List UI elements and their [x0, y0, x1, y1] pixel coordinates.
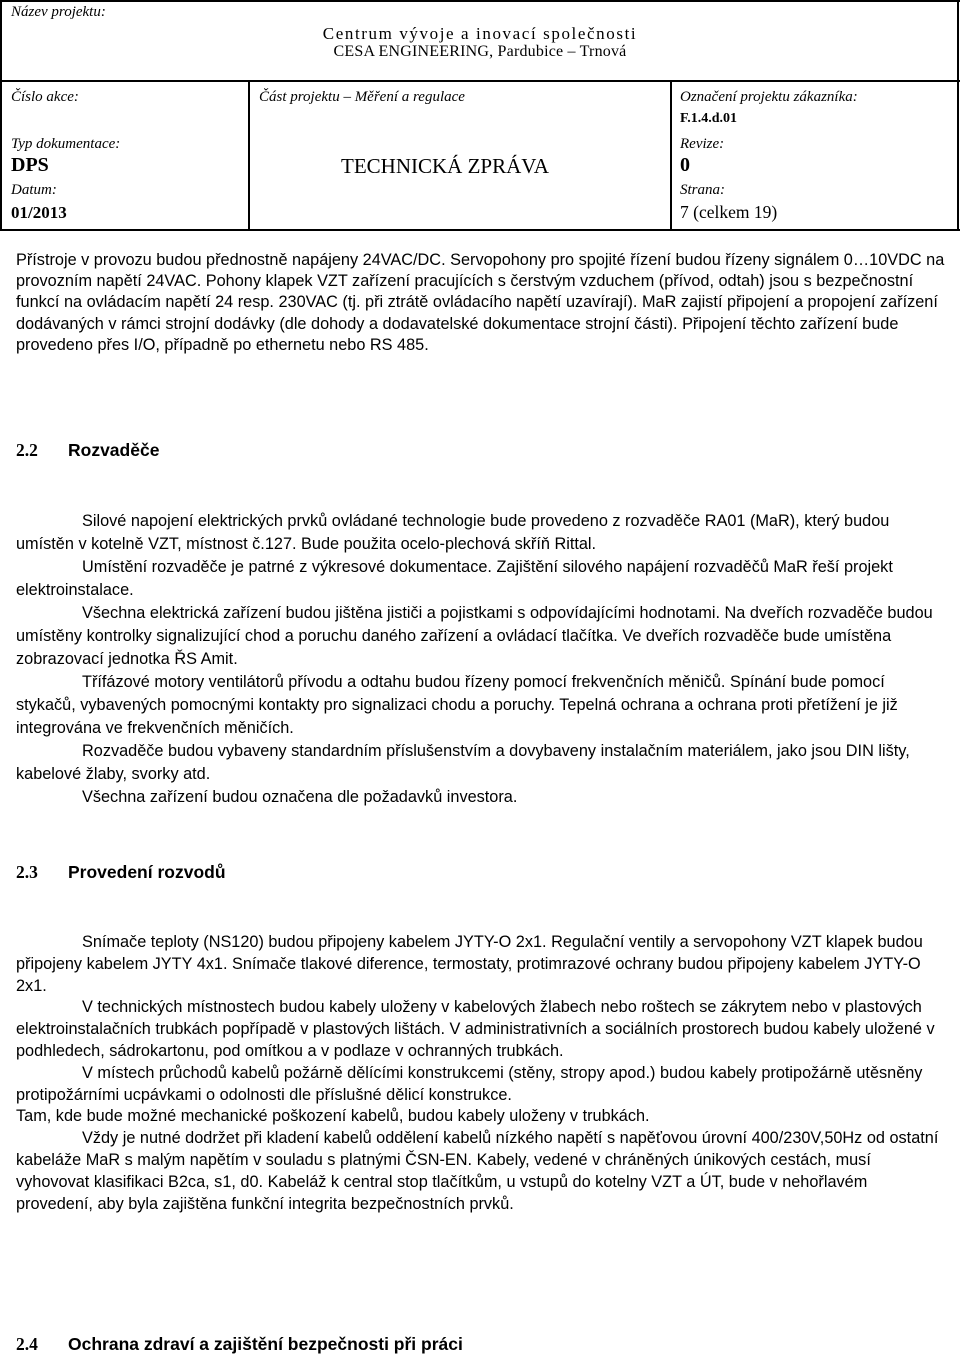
page-label: Strana: [680, 182, 725, 198]
client-project-id-label: Označení projektu zákazníka: [680, 89, 858, 105]
project-part-label: Část projektu – Měření a regulace [259, 89, 465, 105]
paragraph: V místech průchodů kabelů požárně dělícími konstrukcemi (stěny, stropy apod.) budou kabely protipožárně utěsněny protipožárními ucpávkami o odolnosti dle příslušné dělicí konstrukce. [16, 1063, 923, 1104]
document-date: 01/2013 [11, 203, 67, 222]
title-block [0, 0, 960, 232]
section-number: 2.3 [16, 862, 38, 882]
title-block-top-border [0, 0, 960, 2]
section-heading-2-2 [16, 440, 159, 461]
title-block-bottom-border [0, 229, 960, 231]
paragraph: Rozvaděče budou vybaveny standardním příslušenstvím a dovybaveny instalačním materiálem, jako jsou DIN lišty, kabelové žlaby, svorky atd. [16, 742, 910, 783]
section-title: Rozvaděče [68, 440, 160, 460]
section-2-2-body [16, 510, 946, 809]
company-location: CESA ENGINEERING, Pardubice – Trnová [333, 43, 627, 60]
paragraph: Třífázové motory ventilátorů přívodu a odtahu budou řízeny pomocí frekvenčních měničů. Spínání bude pomocí stykačů, vybavených pomocnými kontakty pro signalizaci chodu a poruchy. Tepelná ochrana a ochrana proti přetížení je již integrována ve frekvenčních měničích. [16, 673, 898, 737]
client-project-id: F.1.4.d.01 [680, 111, 738, 126]
revision-label: Revize: [680, 136, 725, 152]
section-number: 2.2 [16, 440, 38, 460]
paragraph: Tam, kde bude možné mechanické poškození kabelů, budou kabely uloženy v trubkách. [16, 1107, 650, 1126]
intro-paragraph: Přístroje v provozu budou přednostně napájeny 24VAC/DC. Servopohony pro spojité řízení budou řízeny signálem 0…10VDC na provozním napětí 24VAC. Pohony klapek VZT zařízení pracujících s čerstvým vzduchem (přívod, odtah) jsou s bezpečnostní funkcí na ovládacím napětí 24 resp. 230VAC (tj. při ztrátě ovládacího napětí uzavírají). MaR zajistí připojení a propojení zařízení dodávaných v rámci strojní dodávky (dle dohody a dodavatelské dokumentace strojní části). Připojení těchto zařízení bude provedeno přes I/O, případně po ethernetu nebo RS 485. [16, 251, 945, 354]
title-block-col-divider-2 [670, 80, 672, 231]
section-number: 2.4 [16, 1334, 38, 1354]
section-2-3-body [16, 932, 946, 1215]
section-title: Ochrana zdraví a zajištění bezpečnosti při práci [68, 1334, 463, 1354]
paragraph: Umístění rozvaděče je patrné z výkresové dokumentace. Zajištění silového napájení rozvaděčů MaR řeší projekt elektroinstalace. [16, 558, 893, 599]
paragraph: Snímače teploty (NS120) budou připojeny kabelem JYTY-O 2x1. Regulační ventily a servopohony VZT klapek budou připojeny kabelem JYTY 4x1. Snímače tlakové diference, termostaty, protimrazové ochrany budou připojeny kabelem JYTY-O 2x1. [16, 933, 923, 995]
section-heading-2-3 [16, 862, 226, 883]
paragraph: V technických místnostech budou kabely uloženy v kabelových žlabech nebo roštech se zákrytem nebo v plastových elektroinstalačních trubkách popřípadě v plastových lištách. V administrativních a sociálních prostorech budou kabely uložené v podhledech, sádrokartonu, pod omítkou a v podlaze v ochranných trubkách. [16, 998, 935, 1060]
page-number: 7 (celkem 19) [680, 202, 778, 222]
paragraph: Všechna elektrická zařízení budou jištěna jističi a pojistkami s odpovídajícími hodnotami. Na dveřích rozvaděče budou umístěny kontrolky signalizující chod a poruchu daného zařízení a ovládací tlačítka. Ve dveřích rozvaděče bude umístěna zobrazovací jednotka ŘS Amit. [16, 604, 933, 668]
action-number-label: Číslo akce: [11, 89, 79, 105]
section-title: Provedení rozvodů [68, 862, 226, 882]
title-block-col-divider-1 [248, 80, 250, 231]
paragraph: Vždy je nutné dodržet při kladení kabelů oddělení kabelů nízkého napětí s napěťovou úrovní 400/230V,50Hz od ostatní kabeláže MaR s malým napětím v souladu s platnými ČSN-EN. Kabely, vedené v chráněných únikových cestách, musí vyhovovat klasifikaci B2ca, s1, d0. Kabeláž k central stop tlačítkům, u vstupů do kotelny VZT a ÚT, bude v nehořlavém provedení, aby byla zajištěna funkční integrita bezpečnostních prvků. [16, 1129, 939, 1213]
document-type-label: Typ dokumentace: [11, 136, 121, 152]
revision-number: 0 [680, 154, 690, 176]
paragraph: Silové napojení elektrických prvků ovládané technologie bude provedeno z rozvaděče RA01 (MaR), který budou umístěn v kotelně VZT, místnost č.127. Bude použita ocelo-plechová skříň Rittal. [16, 512, 890, 553]
paragraph: Všechna zařízení budou označena dle požadavků investora. [82, 788, 518, 806]
date-label: Datum: [11, 182, 57, 198]
intro-text [16, 250, 946, 356]
company-name: Centrum vývoje a inovací společnosti [322, 24, 638, 43]
title-block-row-divider [0, 80, 960, 82]
project-name-label: Název projektu: [11, 4, 106, 20]
document-type: DPS [11, 154, 49, 176]
section-heading-2-4 [16, 1334, 463, 1355]
document-title: TECHNICKÁ ZPRÁVA [341, 154, 549, 178]
